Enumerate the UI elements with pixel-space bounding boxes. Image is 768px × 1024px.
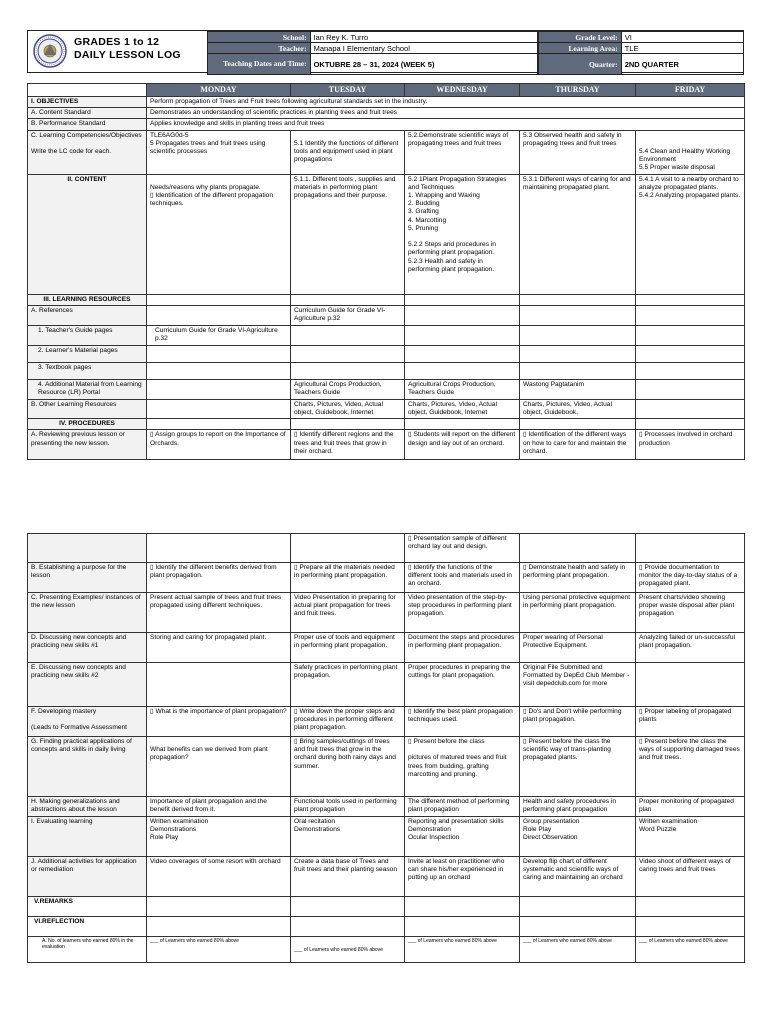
skills1-thursday: Proper wearing of Personal Protective Equipment. (520, 633, 636, 663)
quarter-value: 2ND QUARTER (621, 54, 743, 75)
learners-80-thursday: ___ of Learners who earned 80% above (520, 937, 636, 963)
learners-80-label: A. No. of learners who earned 80% in the evaluation (28, 937, 147, 963)
skills1-wednesday: Document the steps and procedures in performing plant propagation. (405, 633, 520, 663)
skills1-monday: Storing and caring for propagated plant. (147, 633, 291, 663)
content-label: II. CONTENT (28, 174, 147, 294)
additional-tuesday: Create a data base of Trees and fruit trees and their planting season (291, 857, 405, 897)
meta-left (207, 31, 538, 75)
reflection-row (28, 917, 745, 937)
competency-tuesday: 5.1 Identify the functions of different tools and equipment used in plant propagations (291, 130, 405, 174)
examples-row (28, 593, 745, 633)
remarks-label: V.REMARKS (28, 897, 147, 917)
school-value: Ian Rey K. Turro (310, 32, 537, 43)
evaluating-tuesday: Oral recitation Demonstrations (291, 817, 405, 857)
purpose-monday: ▯ Identify the different benefits derived from plant propagation. (147, 563, 291, 593)
learners-material-row (28, 345, 745, 362)
lr-monday (147, 379, 291, 399)
lr-friday (636, 379, 745, 399)
content-wednesday: 5.2 1Plant Propagation Strategies and Techniques 1. Wrapping and Waxing 2. Budding 3. Grafting 4. Marcotting 5. Pruning 5.2.2 Steps and procedures in performing plant propagation. 5.2.3 Health and safety in performing plant propagation. (405, 174, 520, 294)
skills1-row (28, 633, 745, 663)
lr-portal-label: 4. Additional Material from Learning Resource (LR) Portal (28, 379, 147, 399)
teachers-guide-label: 1. Teacher's Guide pages (28, 325, 147, 345)
reviewing-wednesday: ▯ Students will report on the different design and lay out of an orchard. (405, 430, 520, 460)
lr-portal-row (28, 379, 745, 399)
dll-title (74, 36, 181, 62)
content-standard-text: Demonstrates an understanding of scientific practices in planting trees and fruit trees (147, 108, 745, 119)
remarks-row (28, 897, 745, 917)
teachers-guide-row (28, 325, 745, 345)
lr-wednesday: Agricultural Crops Production, Teachers Guide (405, 379, 520, 399)
references-friday (636, 305, 745, 325)
learners-80-tuesday: ___ of Learners who earned 80% above (291, 937, 405, 963)
generalizations-tuesday: Functional tools used in performing plant propagation (291, 797, 405, 817)
learners-80-monday: ___ of Learners who earned 80% above (147, 937, 291, 963)
learners-material-label: 2. Learner's Material pages (28, 345, 147, 362)
examples-label: C. Presenting Examples/ instances of the new lesson (28, 593, 147, 633)
procedures-label: IV. PROCEDURES (28, 419, 147, 430)
applications-wednesday: ▯ Present before the class pictures of matured trees and fruit trees from budding, grafting marcotting and pruning. (405, 737, 520, 797)
objectives-text: Perform propagation of Trees and Fruit trees following agricultural standards set in the industry. (147, 97, 745, 108)
competency-friday: 5.4 Clean and Healthy Working Environment 5.5 Proper waste disposal (636, 130, 745, 174)
other-thursday: Charts, Pictures, Video, Actual object, Guidebook, (520, 399, 636, 418)
additional-monday: Video coverages of some resort with orchard (147, 857, 291, 897)
purpose-tuesday: ▯ Prepare all the materials needed in performing plant propagation. (291, 563, 405, 593)
reviewing-friday: ▯ Processes involved in orchard production (636, 430, 745, 460)
purpose-thursday: ▯ Demonstrate health and safety in performing plant propagation. (520, 563, 636, 593)
purpose-wednesday: ▯ Identify the functions of the different tools and materials used in an orchard. (405, 563, 520, 593)
textbook-label: 3. Textbook pages (28, 362, 147, 379)
generalizations-wednesday: The different method of performing plant propagation (405, 797, 520, 817)
references-thursday (520, 305, 636, 325)
resources-label: III. LEARNING RESOURCES (28, 294, 147, 305)
mastery-thursday: ▯ Do's and Don't while performing plant propagation. (520, 707, 636, 737)
content-standard-label: A. Content Standard (28, 108, 147, 119)
competency-monday: TLE6AG0d-5 5 Propagates trees and fruit trees using scientific processes (147, 130, 291, 174)
applications-monday: What benefits can we derived from plant propagation? (147, 737, 291, 797)
reflection-label: VI.REFLECTION (28, 917, 147, 937)
references-tuesday: Curriculum Guide for Grade VI-Agriculture p.32 (291, 305, 405, 325)
purpose-row (28, 563, 745, 593)
examples-wednesday: Video presentation of the step-by-step procedures in performing plant propagation. (405, 593, 520, 633)
generalizations-monday: Importance of plant propagation and the benefit derived from it. (147, 797, 291, 817)
lr-thursday: Wastong Pagtatanim (520, 379, 636, 399)
other-tuesday: Charts, Pictures, Video, Actual object, Guidebook, Internet (291, 399, 405, 418)
evaluating-label: I. Evaluating learning (28, 817, 147, 857)
mastery-label: F. Developing mastery (Leads to Formative Assessment (28, 707, 147, 737)
grade-label: Grade Level: (539, 32, 622, 43)
additional-row (28, 857, 745, 897)
additional-friday: Video shoot of different ways of caring trees and fruit trees (636, 857, 745, 897)
content-monday: Needs/reasons why plants propagate. ▯ Identification of the different propagation techniques. (147, 174, 291, 294)
purpose-friday: ▯ Provide documentation to monitor the day-to-day status of a propagated plant. (636, 563, 745, 593)
learners-80-row (28, 937, 745, 963)
evaluating-thursday: Group presentation Role Play Direct Observation (520, 817, 636, 857)
additional-label: J. Additional activities for application or remediation (28, 857, 147, 897)
content-thursday: 5.3.1 Different ways of caring for and maintaining propagated plant. (520, 174, 636, 294)
other-friday (636, 399, 745, 418)
other-monday (147, 399, 291, 418)
reviewing-row (28, 430, 745, 460)
examples-friday: Present charts/video showing proper waste disposal after plant propagation (636, 593, 745, 633)
textbook-row (28, 362, 745, 379)
applications-row (28, 737, 745, 797)
school-label: School: (208, 32, 311, 43)
additional-thursday: Develop flip chart of different systematic and scientific ways of caring and maintaining an orchard (520, 857, 636, 897)
performance-standard-row (28, 119, 745, 130)
dates-label: Teaching Dates and Time: (208, 54, 311, 75)
grade-value: VI (621, 32, 743, 43)
mastery-tuesday: ▯ Write down the proper steps and procedures in performing different plant propagation. (291, 707, 405, 737)
performance-standard-label: B. Performance Standard (28, 119, 147, 130)
dates-value: OKTUBRE 28 – 31, 2024 (WEEK 5) (310, 54, 537, 75)
dll-table-page1 (27, 83, 745, 460)
evaluating-friday: Written examination Word Puzzle (636, 817, 745, 857)
continued-row (28, 534, 745, 563)
day-monday: MONDAY (147, 84, 291, 97)
skills2-label: E. Discussing new concepts and practicing new skills #2 (28, 663, 147, 707)
mastery-monday: ▯ What is the importance of plant propagation? (147, 707, 291, 737)
skills2-wednesday: Proper procedures in preparing the cuttings for plant propagation. (405, 663, 520, 707)
lr-tuesday: Agricultural Crops Production, Teachers Guide (291, 379, 405, 399)
mastery-row (28, 707, 745, 737)
mastery-wednesday: ▯ Identify the best plant propagation techniques used. (405, 707, 520, 737)
other-resources-row (28, 399, 745, 418)
references-row (28, 305, 745, 325)
meta-right (538, 31, 744, 75)
reviewing-thursday: ▯ Identification of the different ways on how to care for and maintain the orchard. (520, 430, 636, 460)
applications-thursday: ▯ Present before the class the scientific way of trans-planting propagated plants. (520, 737, 636, 797)
other-resources-label: B. Other Learning Resources (28, 399, 147, 418)
day-friday: FRIDAY (636, 84, 745, 97)
evaluating-monday: Written examination Demonstrations Role Play (147, 817, 291, 857)
quarter-label: Quarter: (539, 54, 622, 75)
examples-monday: Present actual sample of trees and fruit trees propagated using different techniques. (147, 593, 291, 633)
examples-tuesday: Video Presentation in preparing for actual plant propagation for trees and fruit trees. (291, 593, 405, 633)
reviewing-monday: ▯ Assign groups to report on the Importance of Orchards. (147, 430, 291, 460)
generalizations-thursday: Health and safety procedures in performing plant propagation (520, 797, 636, 817)
reviewing-tuesday: ▯ Identify different regions and the trees and fruit trees that grow in their orchard. (291, 430, 405, 460)
resources-row (28, 294, 745, 305)
skills1-label: D. Discussing new concepts and practicing new skills #1 (28, 633, 147, 663)
generalizations-row (28, 797, 745, 817)
dll-header (27, 30, 744, 73)
competencies-label: C. Learning Competencies/Objectives Write the LC code for each. (28, 130, 147, 174)
content-friday: 5.4.1 A visit to a nearby orchard to analyze propagated plants. 5.4.2 Analyzing propagated plants. (636, 174, 745, 294)
day-header-row (28, 84, 745, 97)
objectives-row (28, 97, 745, 108)
generalizations-label: H. Making generalizations and abstractions about the lesson (28, 797, 147, 817)
applications-tuesday: ▯ Bring samples/cuttings of trees and fruit trees that grow in the orchard during both rainy days and summer. (291, 737, 405, 797)
additional-wednesday: Invite at least on practitioner who can share his/her experienced in putting up an orchard (405, 857, 520, 897)
references-monday (147, 305, 291, 325)
day-thursday: THURSDAY (520, 84, 636, 97)
day-wednesday: WEDNESDAY (405, 84, 520, 97)
evaluating-wednesday: Reporting and presentation skills Demonstration Ocular Inspection (405, 817, 520, 857)
dll-title-line1: GRADES 1 to 12 (74, 36, 160, 48)
skills2-tuesday: Safety practices in performing plant propagation. (291, 663, 405, 707)
skills2-thursday: Original File Submitted and Formatted by DepEd Club Member - visit depedclub.com for more (520, 663, 636, 707)
area-value: TLE (621, 43, 743, 54)
applications-friday: ▯ Present before the class the ways of supporting damaged trees and fruit trees. (636, 737, 745, 797)
generalizations-friday: Proper monitoring of propagated plan (636, 797, 745, 817)
evaluating-row (28, 817, 745, 857)
dll-title-line2: DAILY LESSON LOG (74, 49, 181, 61)
procedures-row (28, 419, 745, 430)
references-wednesday (405, 305, 520, 325)
examples-thursday: Using personal protective equipment in performing plant propagation. (520, 593, 636, 633)
purpose-label: B. Establishing a purpose for the lesson (28, 563, 147, 593)
performance-standard-text: Applies knowledge and skills in planting trees and fruit trees (147, 119, 745, 130)
dll-table-page2 (27, 533, 745, 963)
skills1-tuesday: Proper use of tools and equipment in performing plant propagation. (291, 633, 405, 663)
competency-thursday: 5.3 Observed health and safety in propagating trees and fruit trees (520, 130, 636, 174)
day-tuesday: TUESDAY (291, 84, 405, 97)
references-label: A. References (28, 305, 147, 325)
content-tuesday: 5.1.1. Different tools , supplies and materials in performing plant propagations and their purpose. (291, 174, 405, 294)
continued-wednesday: ▯ Presentation sample of different orchard lay out and design. (405, 534, 520, 563)
content-row (28, 174, 745, 294)
reviewing-label: A. Reviewing previous lesson or presenting the new lesson. (28, 430, 147, 460)
mastery-friday: ▯ Proper labeling of propagated plants (636, 707, 745, 737)
area-label: Learning Area: (539, 43, 622, 54)
teacher-value: Manapa I Elementary School (310, 43, 537, 54)
skills1-friday: Analyzing failed or un-successful plant propagation. (636, 633, 745, 663)
teachers-guide-monday: Curriculum Guide for Grade VI-Agriculture p.32 (147, 325, 291, 345)
applications-label: G. Finding practical applications of concepts and skills in daily living (28, 737, 147, 797)
deped-seal-icon (33, 34, 67, 68)
content-standard-row (28, 108, 745, 119)
learners-80-wednesday: ___ of Learners who earned 80% above (405, 937, 520, 963)
competencies-row (28, 130, 745, 174)
competency-wednesday: 5.2.Demonstrate scientific ways of propagating trees and fruit trees (405, 130, 520, 174)
learners-80-friday: ___ of Learners who earned 80% above (636, 937, 745, 963)
teacher-label: Teacher: (208, 43, 311, 54)
other-wednesday: Charts, Pictures, Video, Actual object, Guidebook, Internet (405, 399, 520, 418)
skills2-row (28, 663, 745, 707)
objectives-label: I. OBJECTIVES (28, 97, 147, 108)
